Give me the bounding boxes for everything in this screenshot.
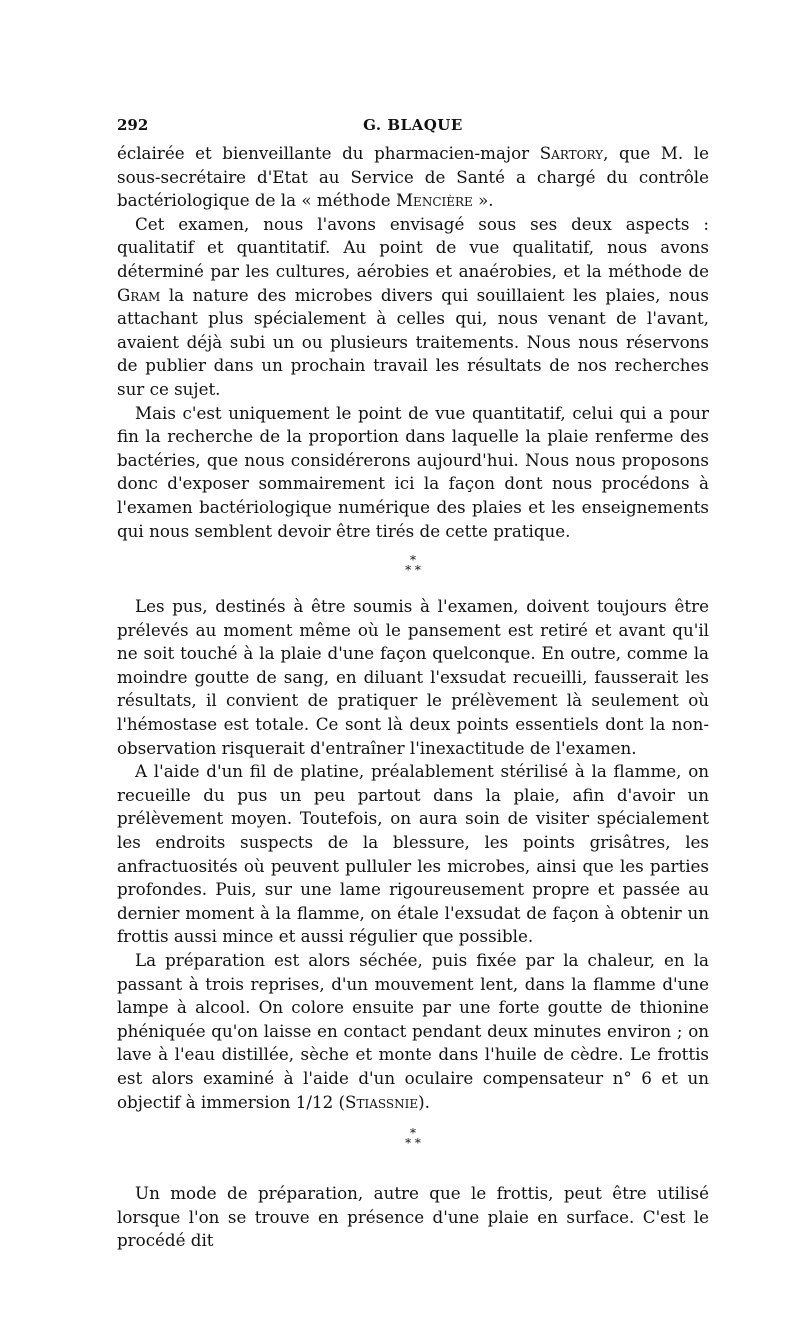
- running-head-author: G. BLAQUE: [363, 116, 463, 134]
- asterism-separator-2: [117, 1122, 709, 1170]
- asterism-2-bottom-stars: * *: [405, 1136, 421, 1151]
- paragraph-2-text-a: Cet examen, nous l'avons envisagé sous ses deux aspects : qualitatif et quantitatif. Au point de vue qualitatif, nous avons déterminé par les cultures, aérobies et anaérobies, et la méthode de: [117, 213, 709, 281]
- asterism-2-top-star: *: [410, 1126, 416, 1141]
- paragraph-2: [117, 213, 709, 402]
- asterism-bottom-stars: * *: [405, 563, 421, 578]
- paragraph-3: Mais c'est uniquement le point de vue quantitatif, celui qui a pour fin la recherche de la proportion dans laquelle la plaie renferme des bactéries, que nous considérerons aujourd'hui. Nous nous proposons donc d'exposer sommairement ici la façon dont nous procédons à l'examen bactériologique numérique des plaies et les enseignements qui nous semblent devoir être tirés de cette pratique.: [117, 402, 709, 541]
- body-text: [117, 142, 709, 1253]
- asterism-top-star: *: [410, 553, 416, 568]
- paragraph-7: Un mode de préparation, autre que le frottis, peut être utilisé lorsque l'on se trouve en présence d'une plaie en surface. C'est le procédé dit: [117, 1183, 709, 1251]
- paragraph-1-text-e: ».: [472, 190, 494, 211]
- paragraph-6: [117, 949, 709, 1114]
- paragraph-6-text-c: ).: [418, 1091, 430, 1112]
- page-number: 292: [117, 116, 149, 134]
- book-page: [117, 112, 709, 1253]
- paragraph-1-text-c: , que M. le sous-secrétaire d'Etat au Service de Santé a chargé du contrôle bactériologique de la « méthode: [117, 143, 709, 211]
- running-head: [117, 112, 709, 142]
- paragraph-1-text-a: éclairée et bienveillante du pharmacien-major: [117, 143, 540, 163]
- paragraph-1: [117, 142, 709, 213]
- paragraph-2-text-c: la nature des microbes divers qui souillaient les plaies, nous attachant plus spécialement à celles qui, nous venant de l'avant, avaient déjà subi un ou plusieurs traitements. Nous nous réservons de publier dans un prochain travail les résultats de nos recherches sur ce sujet.: [117, 284, 709, 399]
- paragraph-5: A l'aide d'un fil de platine, préalablement stérilisé à la flamme, on recueille du pus un peu partout dans la plaie, afin d'avoir un prélèvement moyen. Toutefois, on aura soin de visiter spécialement les endroits suspects de la blessure, les points grisâtres, les anfractuosités où peuvent pulluler les microbes, ainsi que les parties profondes. Puis, sur une lame rigoureusement propre et passée au dernier moment à la flamme, on étale l'exsudat de façon à obtenir un frottis aussi mince et aussi régulier que possible.: [117, 761, 709, 947]
- name-sartory: Sartory: [539, 143, 604, 163]
- name-stiassnie: Stiassnie: [345, 1091, 419, 1112]
- name-menciere: Mencière: [395, 190, 473, 211]
- name-gram: Gram: [117, 284, 161, 305]
- asterism-separator: [117, 549, 709, 593]
- paragraph-6-text-a: La préparation est alors séchée, puis fixée par la chaleur, en la passant à trois reprises, d'un mouvement lent, dans la flamme d'une lampe à alcool. On colore ensuite par une forte goutte de thionine phéniquée qu'on laisse en contact pendant deux minutes environ ; on lave à l'eau distillée, sèche et monte dans l'huile de cèdre. Le frottis est alors examiné à l'aide d'un oculaire compensateur n° 6 et un objectif à immersion 1/12 (: [117, 950, 709, 1112]
- paragraph-4: Les pus, destinés à être soumis à l'examen, doivent toujours être prélevés au moment même où le pansement est retiré et avant qu'il ne soit touché à la plaie d'une façon quelconque. En outre, comme la moindre goutte de sang, en diluant l'exsudat recueilli, fausserait les résultats, il convient de pratiquer le prélèvement là seulement où l'hémostase est totale. Ce sont là deux points essentiels dont la non-observation risquerait d'entraîner l'inexactitude de l'examen.: [117, 596, 709, 758]
